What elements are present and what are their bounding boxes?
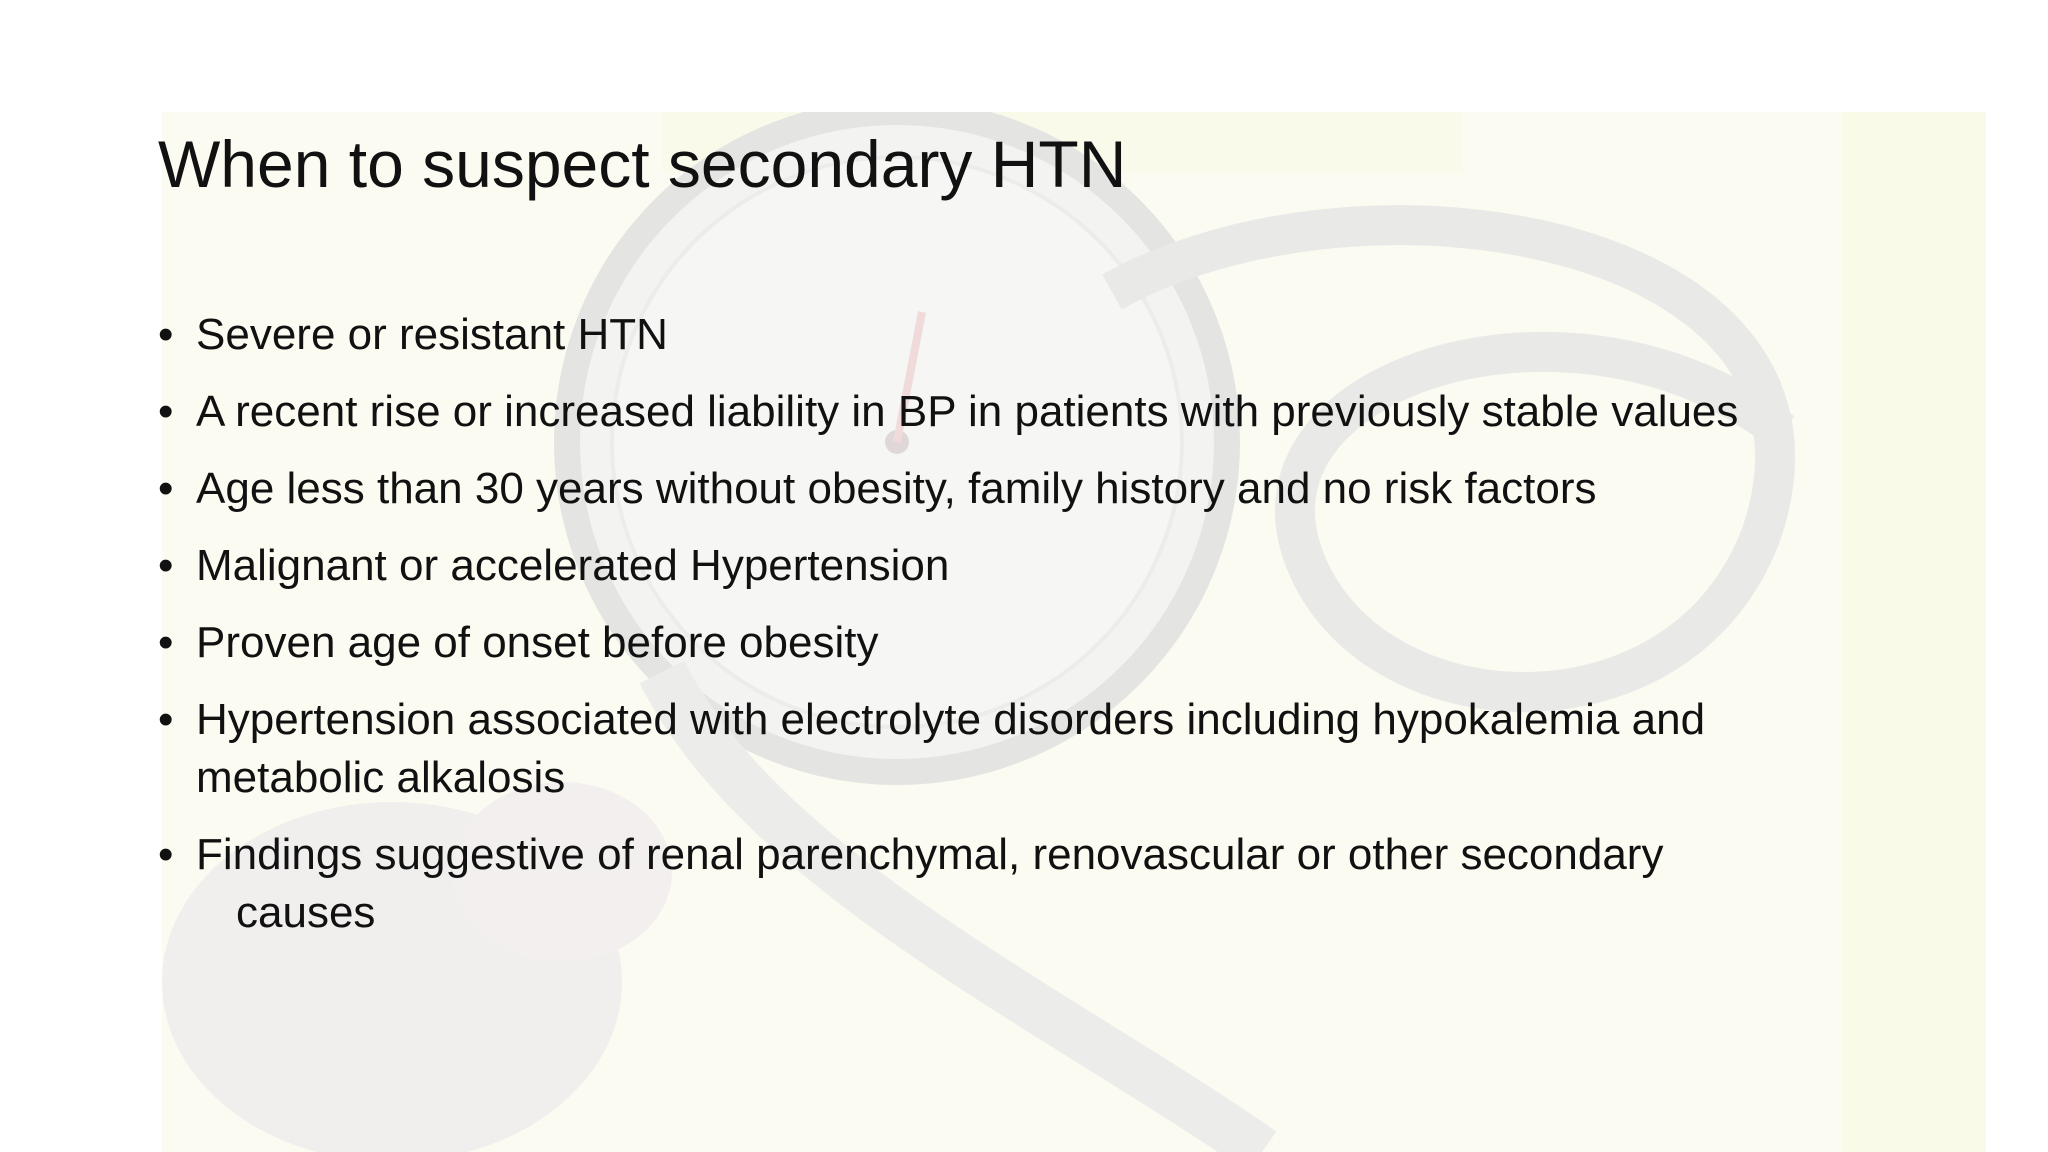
bullet-text: Hypertension associated with electrolyte disorders including hypokalemia and	[196, 695, 1706, 744]
list-item	[158, 460, 1898, 518]
bullet-text: Severe or resistant HTN	[196, 310, 668, 359]
bullet-text: Findings suggestive of renal parenchymal, renovascular or other secondary	[196, 830, 1664, 879]
bullet-icon: •	[158, 464, 174, 513]
bullet-text-continuation: metabolic alkalosis	[196, 753, 566, 802]
bullet-text: Proven age of onset before obesity	[196, 618, 879, 667]
list-item	[158, 537, 1898, 595]
list-item	[158, 614, 1898, 672]
bullet-text: A recent rise or increased liability in BP in patients with previously stable values	[196, 387, 1739, 436]
bullet-icon: •	[158, 310, 174, 359]
bullet-list	[158, 306, 1898, 961]
bullet-text: Malignant or accelerated Hypertension	[196, 541, 950, 590]
bullet-icon: •	[158, 387, 174, 436]
bullet-text: Age less than 30 years without obesity, family history and no risk factors	[196, 464, 1597, 513]
list-item	[158, 306, 1898, 364]
bullet-icon: •	[158, 618, 174, 667]
list-item	[158, 826, 1898, 942]
bullet-icon: •	[158, 830, 174, 879]
list-item	[158, 383, 1898, 441]
bullet-text-continuation: causes	[236, 888, 376, 937]
bullet-icon: •	[158, 695, 174, 744]
bullet-icon: •	[158, 541, 174, 590]
slide-title: When to suspect secondary HTN	[158, 127, 1127, 201]
list-item	[158, 691, 1898, 807]
